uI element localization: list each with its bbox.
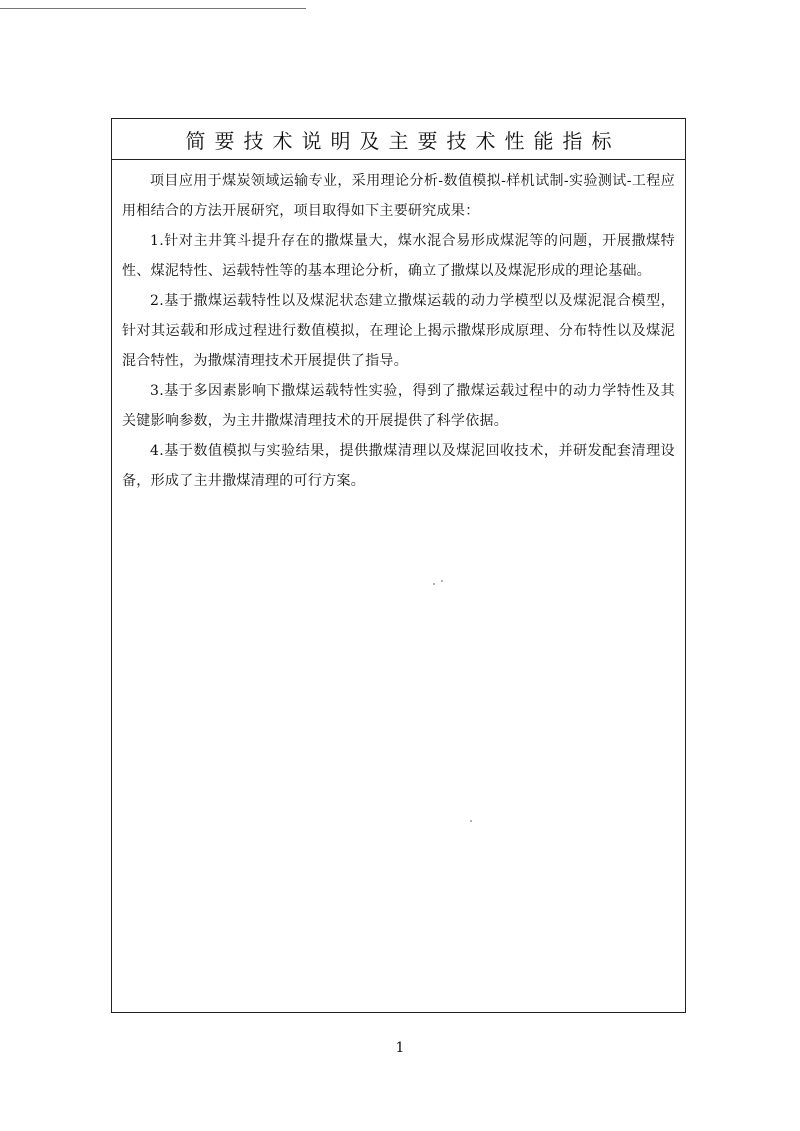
finding-paragraph-4: 4.基于数值模拟与实验结果，提供撒煤清理以及煤泥回收技术，并研发配套清理设备，形成了主井撒煤清理的可行方案。 xyxy=(122,443,675,489)
scan-speck xyxy=(441,580,443,582)
scan-speck xyxy=(433,583,435,585)
finding-paragraph-1: 1.针对主井箕斗提升存在的撒煤量大，煤水混合易形成煤泥等的问题，开展撒煤特性、煤泥特性、运载特性等的基本理论分析，确立了撒煤以及煤泥形成的理论基础。 xyxy=(122,233,675,279)
finding-paragraph-2: 2.基于撒煤运载特性以及煤泥状态建立撒煤运载的动力学模型以及煤泥混合模型，针对其运载和形成过程进行数值模拟，在理论上揭示撒煤形成原理、分布特性以及煤泥混合特性，为撒煤清理技术开展提供了指导。 xyxy=(122,293,675,369)
specification-table xyxy=(111,118,686,1013)
table-title: 简要技术说明及主要技术性能指标 xyxy=(185,128,621,153)
table-header xyxy=(112,119,685,160)
table-body xyxy=(112,160,685,496)
scan-speck xyxy=(470,820,472,822)
intro-paragraph: 项目应用于煤炭领域运输专业，采用理论分析-数值模拟-样机试制-实验测试-工程应用相结合的方法开展研究，项目取得如下主要研究成果： xyxy=(122,173,675,219)
finding-paragraph-3: 3.基于多因素影响下撒煤运载特性实验，得到了撒煤运载过程中的动力学特性及其关键影响参数，为主井撒煤清理技术的开展提供了科学依据。 xyxy=(122,383,675,429)
top-rule xyxy=(0,8,306,9)
page-number: 1 xyxy=(395,1040,405,1056)
